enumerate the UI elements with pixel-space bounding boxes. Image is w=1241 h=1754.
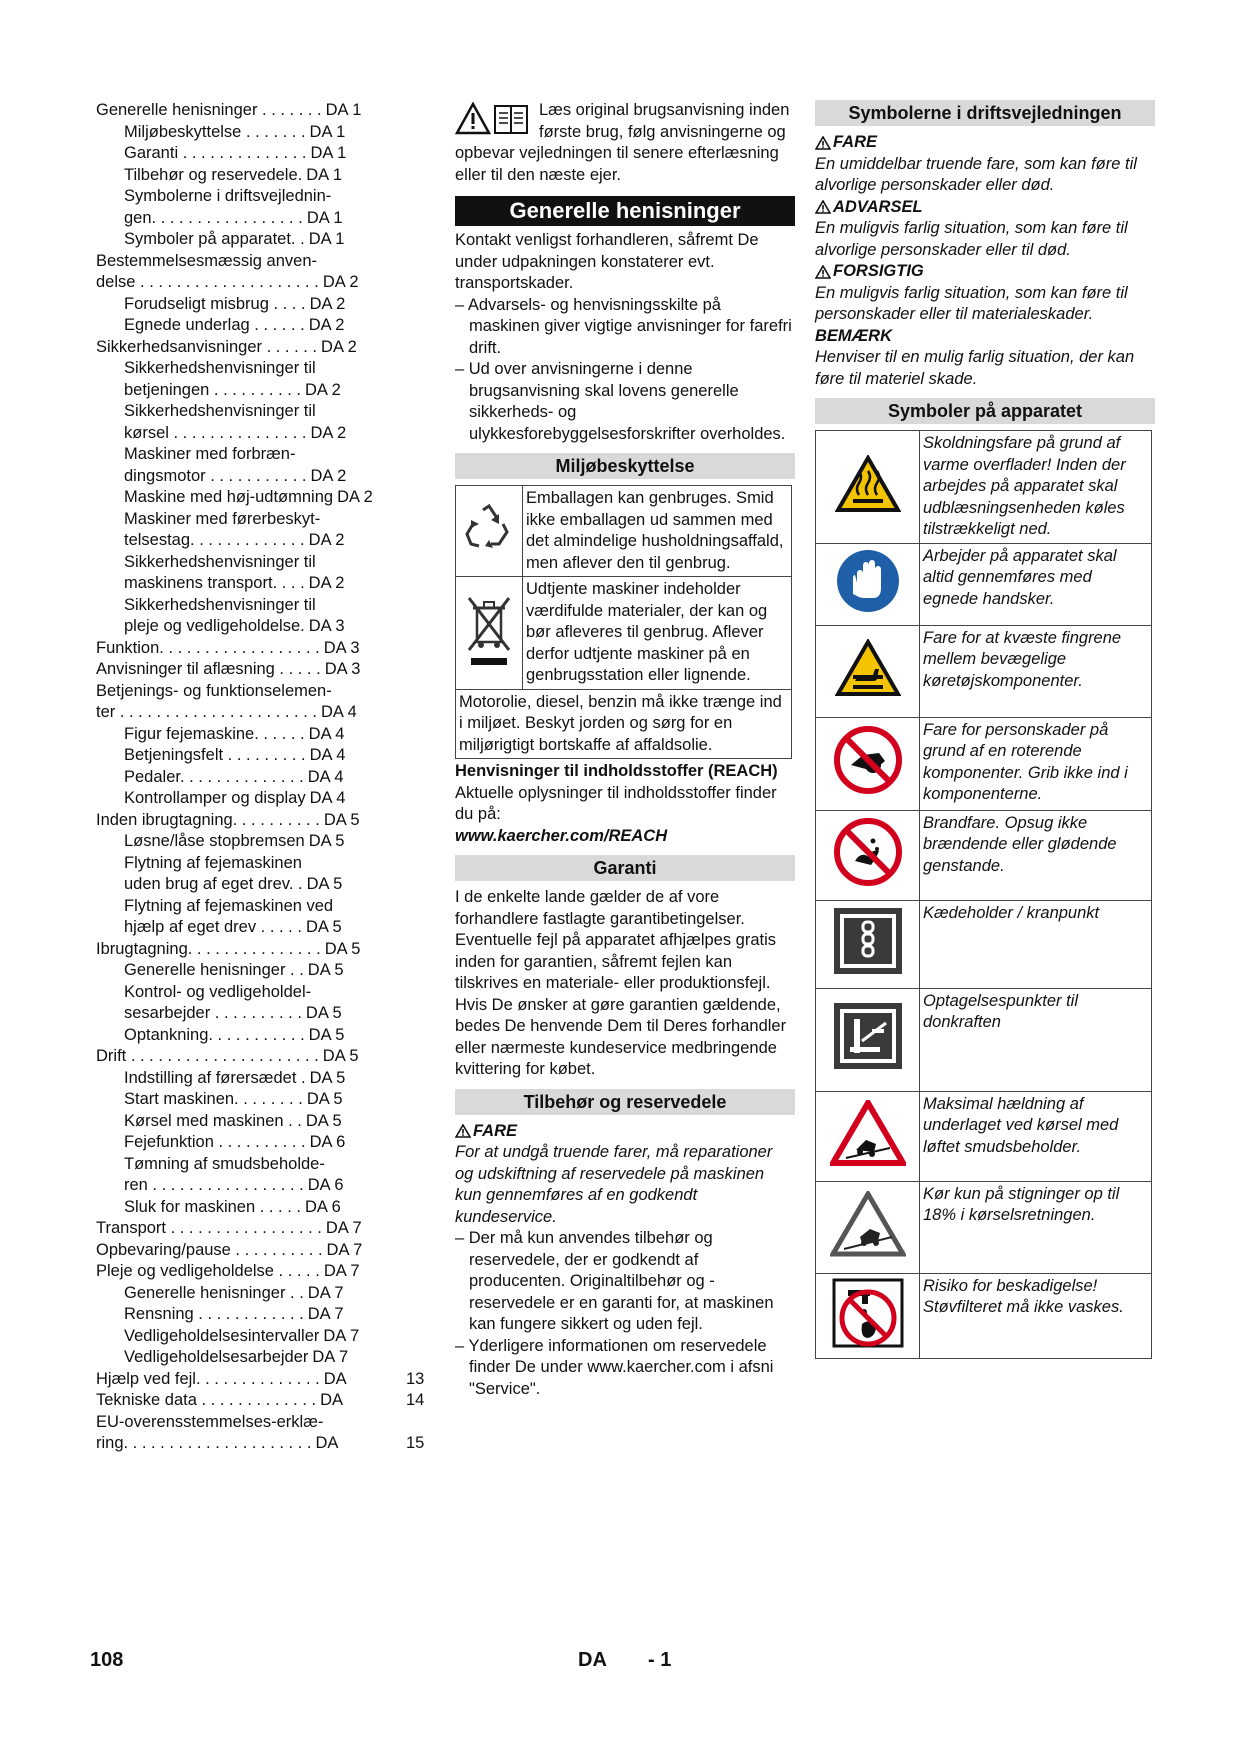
toc-entry-text: Transport . . . . . . . . . . . . . . . . .	[96, 1219, 322, 1237]
toc-entry-number: 14	[406, 1391, 425, 1409]
toc-entry[interactable]	[96, 1283, 396, 1305]
toc-entry-text: telsestag. . . . . . . . . . . . .	[124, 531, 305, 549]
toc-entry-text: Sikkerhedshenvisninger til	[124, 552, 316, 571]
toc-entry-text: betjeningen . . . . . . . . . .	[124, 380, 302, 399]
toc-entry-text: Løsne/låse stopbremsen	[124, 832, 305, 850]
symbol-icon-cell	[816, 810, 920, 900]
reach-url[interactable]: www.kaercher.com/REACH	[455, 826, 668, 845]
env-text-1: Emballagen kan genbruges. Smid ikke emballagen ud sammen med det almindelige husholdningsaffald, men aflever den til genbrug.	[523, 486, 792, 577]
toc-entry[interactable]	[96, 466, 396, 488]
toc-entry-text: dingsmotor . . . . . . . . . . .	[124, 466, 307, 485]
toc-entry-number: 15	[406, 1434, 425, 1452]
toc-entry[interactable]	[96, 100, 396, 122]
symbol-icon-cell	[816, 900, 920, 988]
accessories-warning-text: For at undgå truende farer, må reparationer og udskiftning af reservedele på maskinen kun gennemføres af en godkendt kundeservice.	[455, 1143, 773, 1226]
hand-crush-warning-icon	[835, 683, 901, 701]
toc-entry-text: hjælp af eget drev . . . . .	[124, 918, 302, 936]
toc-entry-page: DA 5	[308, 1025, 345, 1044]
toc-entry[interactable]	[96, 1304, 396, 1326]
env-heading: Miljøbeskyttelse	[455, 453, 795, 479]
toc-entry-number: 13	[406, 1369, 425, 1388]
warning-triangle-icon	[815, 265, 831, 279]
symbol-text: Skoldningsfare på grund af varme overflader! Inden der arbejdes på apparatet skal udblæsningsenheden køles tilstrækkeligt ned.	[920, 431, 1152, 544]
toc-entry-page: DA 7	[307, 1305, 344, 1323]
warning-triangle-icon	[815, 200, 831, 214]
weee-cell	[456, 577, 523, 690]
general-bullet-1: – Advarsels- og henvisningsskilte på maskinen giver vigtige anvisninger for farefri drift.	[455, 295, 792, 357]
symbol-row	[816, 717, 1152, 810]
toc-entry-page: DA 5	[309, 1068, 346, 1087]
toc-entry[interactable]	[96, 831, 396, 853]
hot-surface-warning-icon	[835, 499, 901, 517]
tilt-warning-icon	[830, 1152, 906, 1170]
symbol-text: Brandfare. Opsug ikke brændende eller glødende genstande.	[920, 810, 1152, 900]
toc-entry[interactable]	[96, 1369, 425, 1391]
forklift-point-icon	[832, 1057, 904, 1075]
general-bullet-2: – Ud over anvisningerne i denne brugsanvisning skal lovens generelle sikkerheds- og ulykkesforebyggelsesforskrifter overholdes.	[455, 360, 786, 443]
toc-entry-page: DA 3	[308, 617, 345, 635]
toc-entry-text: Maskiner med førerbeskyt-	[124, 509, 321, 528]
toc-entry-page: DA 1	[310, 144, 347, 162]
page-number: 108	[90, 1649, 124, 1671]
toc-entry-text: ren . . . . . . . . . . . . . . . . .	[124, 1176, 304, 1194]
intro-text: Læs original brugsanvisning inden første brug, følg anvisningerne og opbevar vejledningen til senere efterlæsning eller til den næste ejer.	[455, 101, 790, 184]
toc-entry[interactable]	[96, 788, 396, 810]
symbol-warning-text: En muligvis farlig situation, som kan føre til alvorlige personskader eller til død.	[815, 219, 1128, 259]
toc-entry-page: DA 2	[321, 337, 357, 356]
accessories-bullet-2: – Yderligere informationen om reservedele finder De under www.kaercher.com i afsni "Service".	[455, 1336, 774, 1398]
toc-entry-text: Hjælp ved fejl. . . . . . . . . . . . . .	[96, 1369, 320, 1388]
toc-entry-page: DA 1	[309, 122, 346, 141]
toc-entry-text: Ibrugtagning. . . . . . . . . . . . . . .	[96, 939, 321, 958]
toc-entry-text: Symbolerne i driftsvejlednin-	[124, 187, 332, 205]
toc-entry[interactable]	[96, 1111, 396, 1133]
toc-entry-page: DA	[315, 1434, 339, 1452]
toc-entry[interactable]	[96, 1089, 396, 1111]
toc-entry-page: DA 2	[337, 488, 373, 506]
toc-entry-text: Tømning af smudsbeholde-	[124, 1154, 325, 1173]
toc-entry[interactable]	[96, 272, 396, 294]
toc-entry[interactable]	[96, 1261, 396, 1283]
toc-entry-text: Fejefunktion . . . . . . . . . .	[124, 1133, 306, 1151]
toc-entry[interactable]	[96, 767, 396, 789]
symbol-row	[816, 543, 1152, 625]
toc-entry-text: ter . . . . . . . . . . . . . . . . . . . . . .	[96, 703, 317, 721]
toc-entry[interactable]	[96, 616, 396, 638]
toc-entry-text: Sluk for maskinen . . . . .	[124, 1197, 301, 1216]
toc-entry[interactable]	[96, 853, 396, 875]
toc-entry-text: Bestemmelsesmæssig anven-	[96, 251, 317, 270]
toc-entry[interactable]	[96, 702, 396, 724]
toc-entry[interactable]	[96, 358, 396, 380]
toc-entry[interactable]	[96, 1132, 396, 1154]
toc-entry-text: maskinens transport. . . .	[124, 574, 305, 592]
toc-entry-text: Sikkerhedshenvisninger til	[124, 359, 316, 377]
note-label: BEMÆRK	[815, 326, 892, 345]
toc-entry-page: DA 3	[324, 660, 361, 678]
toc-entry-page: DA 4	[308, 724, 345, 743]
symbols-manual-heading: Symbolerne i driftsvejledningen	[815, 100, 1155, 126]
symbol-row	[816, 900, 1152, 988]
toc-entry[interactable]	[96, 1003, 396, 1025]
symbol-icon-cell	[816, 625, 920, 717]
warning-triangle-icon	[455, 1124, 471, 1138]
toc-entry[interactable]	[96, 487, 396, 509]
toc-entry-text: Kontrollamper og display	[124, 789, 306, 807]
toc-entry[interactable]	[96, 1326, 396, 1348]
symbols-manual-list	[815, 132, 1155, 326]
recycle-cell	[456, 486, 523, 577]
env-text-2: Udtjente maskiner indeholder værdifulde materialer, der kan og bør afleveres til genbrug. Aflever derfor udtjente maskiner på en genbrugsstation eller lignende.	[523, 577, 792, 690]
toc-entry-text: Sikkerhedshenvisninger til	[124, 402, 316, 420]
toc-entry-text: Vedligeholdelsesintervaller	[124, 1326, 320, 1345]
warranty-heading: Garanti	[455, 855, 795, 881]
no-wash-filter-icon	[832, 1334, 904, 1352]
toc-entry-page: DA 2	[310, 423, 347, 442]
toc-entry[interactable]	[96, 874, 396, 896]
toc-entry-page: DA 4	[307, 767, 344, 786]
toc-entry-text: EU-overensstemmelses-erklæ-	[96, 1412, 324, 1431]
toc-entry[interactable]	[96, 444, 396, 466]
toc-entry-text: Pedaler. . . . . . . . . . . . . .	[124, 767, 304, 786]
toc-entry-page: DA 1	[325, 101, 362, 119]
symbol-icon-cell	[816, 1091, 920, 1181]
toc-entry[interactable]	[96, 1240, 396, 1262]
toc-entry[interactable]	[96, 1218, 396, 1240]
toc-entry-page: DA 6	[304, 1197, 341, 1216]
toc-entry-page: DA 7	[325, 1219, 362, 1237]
toc-entry[interactable]	[96, 1347, 396, 1369]
toc-entry[interactable]	[96, 1412, 396, 1434]
symbol-row	[816, 810, 1152, 900]
toc-entry-text: kørsel . . . . . . . . . . . . . . .	[124, 423, 307, 442]
symbol-text: Kædeholder / kranpunkt	[920, 900, 1152, 988]
toc-entry[interactable]	[96, 896, 396, 918]
symbol-icon-cell	[816, 988, 920, 1091]
recycle-icon	[463, 502, 515, 554]
symbol-text: Kør kun på stigninger op til 18% i kørselsretningen.	[920, 1181, 1152, 1273]
toc-entry[interactable]	[96, 509, 396, 531]
toc-entry-text: Drift . . . . . . . . . . . . . . . . . . . . .	[96, 1047, 319, 1065]
toc-entry[interactable]	[96, 638, 396, 660]
toc-entry[interactable]	[96, 724, 396, 746]
toc-entry-page: DA 7	[323, 1326, 360, 1345]
toc-entry-text: Kontrol- og vedligeholdel-	[124, 982, 312, 1001]
toc-entry[interactable]	[96, 1068, 396, 1090]
toc-entry[interactable]	[96, 960, 396, 982]
symbol-warning-title	[815, 261, 1155, 283]
symbol-row	[816, 1091, 1152, 1181]
no-reach-rotating-icon	[833, 781, 903, 799]
toc-entry[interactable]	[96, 939, 396, 961]
symbol-warning-title	[815, 197, 1155, 219]
toc-entry[interactable]	[96, 1025, 396, 1047]
footer-section-number: - 1	[648, 1649, 672, 1671]
toc-entry-page: DA 5	[305, 918, 342, 936]
intro-block	[455, 100, 795, 186]
symbol-icon-cell	[816, 1181, 920, 1273]
toc-entry[interactable]	[96, 1175, 396, 1197]
toc-entry[interactable]	[96, 982, 396, 1004]
symbol-warning-text: En umiddelbar truende fare, som kan føre til alvorlige personskader eller død.	[815, 154, 1137, 194]
table-of-contents	[96, 100, 425, 1455]
toc-entry-text: Maskiner med forbræn-	[124, 445, 296, 463]
toc-entry[interactable]	[96, 552, 396, 574]
symbol-icon-cell	[816, 431, 920, 544]
symbol-icon-cell	[816, 543, 920, 625]
symbol-row	[816, 431, 1152, 544]
toc-entry-text: Start maskinen. . . . . . . .	[124, 1090, 303, 1108]
symbol-warning-label: FARE	[833, 133, 878, 151]
toc-entry-page: DA 5	[308, 832, 345, 850]
symbol-row	[816, 1273, 1152, 1359]
symbol-text: Arbejder på apparatet skal altid gennemføres med egnede handsker.	[920, 543, 1152, 625]
note-text: Henviser til en mulig farlig situation, der kan føre til materiel skade.	[815, 348, 1135, 388]
toc-entry-text: sesarbejder . . . . . . . . . .	[124, 1004, 302, 1022]
toc-entry-page: DA 4	[309, 746, 346, 764]
slope-warning-icon	[830, 1243, 906, 1261]
toc-entry-text: Sikkerhedsanvisninger . . . . . .	[96, 337, 318, 356]
toc-entry-text: Egnede underlag . . . . . .	[124, 316, 305, 334]
toc-entry-page: DA 5	[307, 961, 344, 979]
toc-entry-text: gen. . . . . . . . . . . . . . . . .	[124, 208, 303, 227]
symbol-text: Fare for at kvæste fingrene mellem bevægelige køretøjskomponenter.	[920, 625, 1152, 717]
toc-entry-text: Opbevaring/pause . . . . . . . . . .	[96, 1240, 323, 1259]
symbol-text: Fare for personskader på grund af en roterende komponenter. Grib ikke ind i komponenterne.	[920, 717, 1152, 810]
toc-entry-text: Indstilling af førersædet .	[124, 1068, 306, 1087]
toc-entry-text: Inden ibrugtagning. . . . . . . . . .	[96, 810, 320, 829]
toc-entry[interactable]	[96, 745, 396, 767]
toc-entry-page: DA 5	[324, 939, 361, 958]
symbol-warning-label: FORSIGTIG	[833, 262, 924, 280]
toc-entry[interactable]	[96, 595, 396, 617]
toc-entry-page: DA 5	[323, 810, 360, 829]
toc-entry-text: Rensning . . . . . . . . . . . .	[124, 1305, 304, 1323]
toc-entry-text: Figur fejemaskine. . . . . .	[124, 724, 305, 743]
toc-entry-page: DA 1	[306, 208, 343, 227]
toc-entry[interactable]	[96, 1154, 396, 1176]
toc-entry[interactable]	[96, 337, 396, 359]
toc-entry-text: Optankning. . . . . . . . . . .	[124, 1025, 305, 1044]
accessories-heading: Tilbehør og reservedele	[455, 1089, 795, 1115]
symbol-icon-cell	[816, 1273, 920, 1359]
toc-entry-page: DA	[323, 1369, 347, 1388]
toc-entry-text: Betjenings- og funktionselemen-	[96, 681, 332, 700]
toc-entry-page: DA 7	[312, 1348, 349, 1366]
toc-entry-text: Flytning af fejemaskinen ved	[124, 896, 334, 915]
no-burning-objects-icon	[833, 873, 903, 891]
toc-entry-page: DA 2	[310, 466, 347, 485]
toc-entry-page: DA 2	[308, 574, 345, 592]
toc-entry-text: Forudseligt misbrug . . . .	[124, 294, 306, 313]
toc-entry-text: pleje og vedligeholdelse.	[124, 617, 305, 635]
symbol-warning-title	[815, 132, 1155, 154]
accessories-warning-title	[455, 1121, 795, 1143]
toc-entry-page: DA 7	[323, 1262, 360, 1280]
symbol-warning-label: ADVARSEL	[833, 197, 923, 216]
symbol-warning-text: En muligvis farlig situation, som kan føre til personskader eller til materialeskader.	[815, 283, 1128, 323]
toc-entry[interactable]	[96, 530, 396, 552]
toc-entry-text: Betjeningsfelt . . . . . . . . .	[124, 746, 306, 764]
toc-entry[interactable]	[96, 380, 396, 402]
toc-entry-page: DA 5	[306, 1090, 343, 1108]
toc-entry[interactable]	[96, 208, 396, 230]
toc-entry[interactable]	[96, 423, 396, 445]
toc-entry-page: DA 2	[305, 380, 341, 399]
toc-entry[interactable]	[96, 1390, 425, 1412]
symbols-device-table	[815, 430, 1152, 1359]
toc-entry[interactable]	[96, 401, 396, 423]
toc-entry-text: Garanti . . . . . . . . . . . . . .	[124, 144, 307, 162]
symbol-row	[816, 625, 1152, 717]
toc-entry-text: Pleje og vedligeholdelse . . . . .	[96, 1262, 320, 1280]
toc-entry-text: uden brug af eget drev. .	[124, 875, 303, 893]
toc-entry[interactable]	[96, 659, 396, 681]
toc-entry-text: Symboler på apparatet. .	[124, 230, 305, 248]
toc-entry[interactable]	[96, 294, 396, 316]
toc-entry[interactable]	[96, 1433, 425, 1455]
toc-entry[interactable]	[96, 143, 396, 165]
toc-entry-text: Anvisninger til aflæsning . . . . .	[96, 660, 321, 678]
toc-entry-page: DA 4	[309, 789, 346, 807]
symbol-row	[816, 1181, 1152, 1273]
toc-entry-page: DA 7	[326, 1240, 363, 1259]
toc-entry-page: DA 2	[322, 273, 359, 291]
toc-entry[interactable]	[96, 122, 396, 144]
reach-text: Aktuelle oplysninger til indholdsstoffer finder du på:	[455, 783, 777, 823]
warranty-text: I de enkelte lande gælder de af vore forhandlere fastlagte garantibetingelser. Eventuelle fejl på apparatet afhjælpes gratis inden for garantien, såfremt fejlen kan tilskrives en materiale- eller produktionsfejl. Hvis De ønsker at gøre garantien gældende, bedes De henvende Dem til Deres forhandler eller nærmeste kundeservice medbringende kvittering for købet.	[455, 888, 787, 1078]
toc-entry[interactable]	[96, 1046, 396, 1068]
toc-entry[interactable]	[96, 1197, 396, 1219]
symbol-text: Optagelsespunkter til donkraften	[920, 988, 1152, 1091]
gloves-mandatory-icon	[835, 600, 901, 618]
toc-entry[interactable]	[96, 251, 396, 273]
env-table	[455, 485, 792, 759]
toc-entry-page: DA 1	[308, 230, 345, 248]
toc-entry-text: Kørsel med maskinen . .	[124, 1111, 302, 1130]
toc-entry-page: DA	[320, 1391, 344, 1409]
toc-entry-page: DA 1	[306, 165, 343, 184]
toc-entry-page: DA 5	[305, 1111, 342, 1130]
footer-language: DA	[578, 1649, 607, 1671]
toc-entry-text: Vedligeholdelsesarbejder	[124, 1348, 309, 1366]
toc-entry-text: Tekniske data . . . . . . . . . . . . .	[96, 1391, 317, 1409]
toc-entry-text: Tilbehør og reservedele.	[124, 165, 303, 184]
toc-entry-text: Flytning af fejemaskinen	[124, 853, 302, 872]
toc-entry-page: DA 2	[308, 316, 345, 334]
toc-entry[interactable]	[96, 810, 396, 832]
toc-entry[interactable]	[96, 573, 396, 595]
toc-entry-page: DA 5	[322, 1047, 359, 1065]
reach-title: Henvisninger til indholdsstoffer (REACH)	[455, 762, 778, 780]
toc-entry[interactable]	[96, 229, 396, 251]
symbol-text: Maksimal hældning af underlaget ved kørsel med løftet smudsbeholder.	[920, 1091, 1152, 1181]
toc-entry-text: Generelle henisninger . .	[124, 1283, 304, 1302]
general-text: Kontakt venligst forhandleren, såfremt De under udpakningen konstaterer evt. transportskader.	[455, 231, 759, 292]
column-middle	[455, 100, 795, 1400]
toc-entry-text: ring. . . . . . . . . . . . . . . . . . . . .	[96, 1434, 312, 1452]
toc-entry-text: Generelle henisninger . . . . . . .	[96, 101, 322, 119]
toc-entry-text: Sikkerhedshenvisninger til	[124, 595, 316, 614]
warning-book-icon	[455, 102, 533, 136]
accessories-bullet-1: – Der må kun anvendes tilbehør og reservedele, der er godkendt af producenten. Originaltilbehør og -reservedele er en garanti for, at maskinen kan fungere sikkert og uden fejl.	[455, 1229, 774, 1333]
toc-entry-text: delse . . . . . . . . . . . . . . . . . . . .	[96, 273, 319, 291]
symbol-icon-cell	[816, 717, 920, 810]
toc-entry-text: Miljøbeskyttelse . . . . . . .	[124, 122, 306, 141]
toc-entry[interactable]	[96, 315, 396, 337]
toc-entry-text: Funktion. . . . . . . . . . . . . . . . . .	[96, 638, 320, 657]
toc-entry[interactable]	[96, 917, 396, 939]
symbol-row	[816, 988, 1152, 1091]
column-right	[815, 100, 1155, 1359]
toc-entry-page: DA 6	[307, 1176, 344, 1194]
toc-entry-page: DA 4	[320, 703, 357, 721]
general-heading: Generelle henisninger	[455, 196, 795, 226]
toc-entry-page: DA 7	[307, 1283, 344, 1302]
toc-entry-page: DA 3	[323, 638, 360, 657]
toc-entry-page: DA 2	[308, 531, 345, 549]
toc-entry-page: DA 5	[306, 875, 343, 893]
toc-entry-page: DA 2	[309, 294, 346, 313]
toc-entry-page: DA 5	[305, 1004, 342, 1022]
symbol-text: Risiko for beskadigelse! Støvfilteret må ikke vaskes.	[920, 1273, 1152, 1359]
toc-entry-text: Maskine med høj-udtømning	[124, 488, 334, 506]
symbols-device-heading: Symboler på apparatet	[815, 398, 1155, 424]
crossed-bin-icon	[463, 590, 515, 670]
toc-entry[interactable]	[96, 165, 396, 187]
warning-triangle-icon	[815, 136, 831, 150]
env-text-3: Motorolie, diesel, benzin må ikke trænge ind i miljøet. Beskyt jorden og sørg for en miljørigtigt bortskaffe af affaldsolie.	[456, 689, 792, 759]
toc-entry[interactable]	[96, 186, 396, 208]
toc-entry[interactable]	[96, 681, 396, 703]
accessories-warning-label: FARE	[473, 1121, 518, 1140]
toc-entry-text: Generelle henisninger . .	[124, 961, 304, 979]
chain-hook-icon	[832, 962, 904, 980]
toc-entry-page: DA 6	[309, 1133, 346, 1151]
